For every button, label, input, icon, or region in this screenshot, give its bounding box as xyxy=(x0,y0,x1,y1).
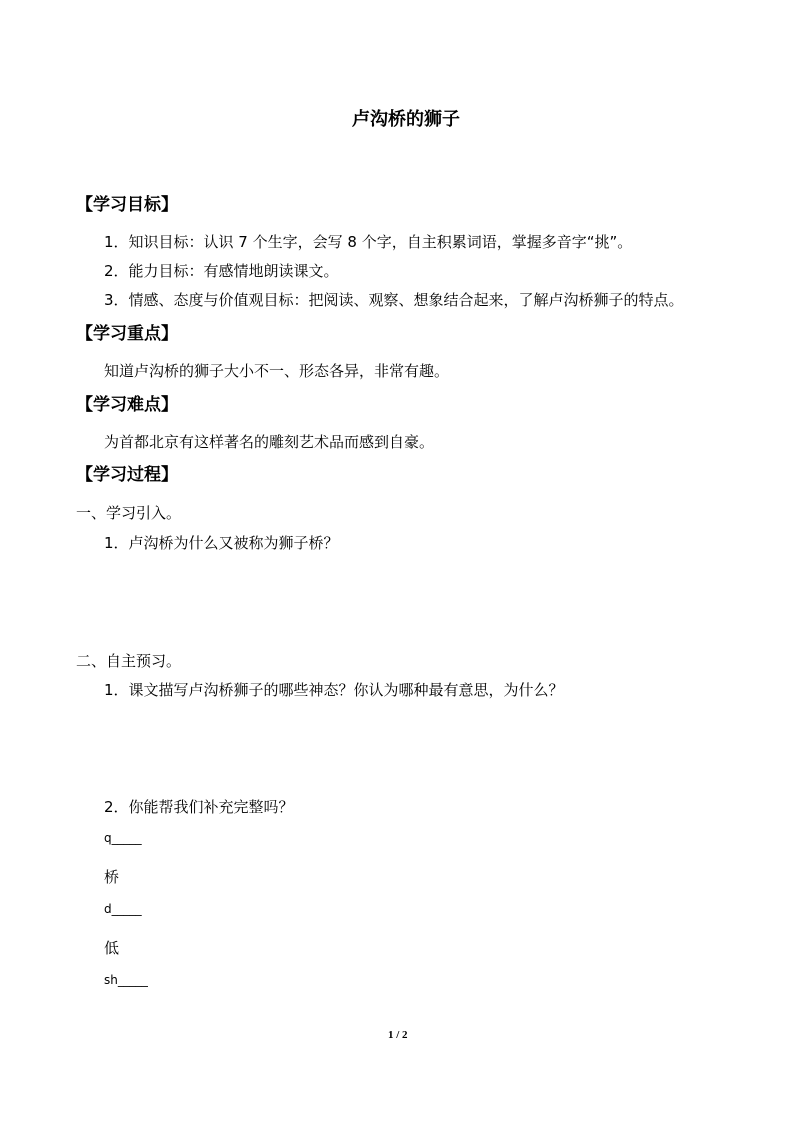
key-points-heading: 【学习重点】 xyxy=(76,324,178,344)
difficulties-heading: 【学习难点】 xyxy=(76,395,178,415)
difficulties-text: 为首都北京有这样著名的雕刻艺术品而感到自豪。 xyxy=(104,433,435,451)
page-number: 1 / 2 xyxy=(388,1029,408,1041)
pinyin-blank: sh_____ xyxy=(104,973,148,987)
part2-question-1: 1．课文描写卢沟桥狮子的哪些神态？你认为哪种最有意思，为什么？ xyxy=(104,681,564,699)
part2-question-2: 2．你能帮我们补充完整吗？ xyxy=(104,798,294,816)
part2-title: 二、自主预习。 xyxy=(76,652,182,670)
pinyin-blank: q_____ xyxy=(104,831,142,845)
key-points-text: 知道卢沟桥的狮子大小不一、形态各异，非常有趣。 xyxy=(104,362,450,380)
process-heading: 【学习过程】 xyxy=(76,465,178,485)
objective-item: 2．能力目标：有感情地朗读课文。 xyxy=(104,262,339,280)
part1-title: 一、学习引入。 xyxy=(76,504,182,522)
objectives-heading: 【学习目标】 xyxy=(76,195,178,215)
character: 桥 xyxy=(104,868,120,886)
page-title: 卢沟桥的狮子 xyxy=(352,109,460,130)
character: 低 xyxy=(104,939,120,957)
part1-question-1: 1．卢沟桥为什么又被称为狮子桥？ xyxy=(104,534,339,552)
objective-item: 3．情感、态度与价值观目标：把阅读、观察、想象结合起来，了解卢沟桥狮子的特点。 xyxy=(104,291,684,309)
pinyin-blank: d_____ xyxy=(104,902,142,916)
objective-item: 1．知识目标：认识 7 个生字，会写 8 个字，自主积累词语，掌握多音字“挑”。 xyxy=(104,233,633,251)
